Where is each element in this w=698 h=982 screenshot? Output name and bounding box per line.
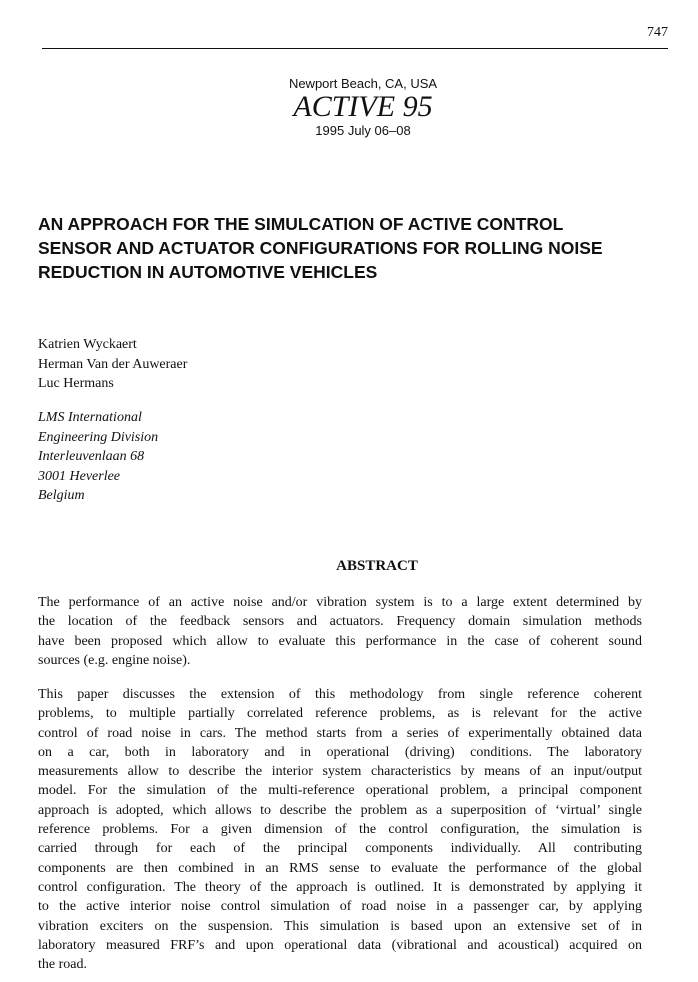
conference-name: ACTIVE 95 [293, 90, 433, 123]
affiliation-line: Engineering Division [38, 429, 159, 445]
paragraph-line: control configuration. The theory of the approach is outlined. It is demonstrated by applying it [38, 879, 642, 895]
author-list [38, 335, 187, 394]
paragraph-line: the road. [38, 957, 87, 973]
title-line: AN APPROACH FOR THE SIMULCATION OF ACTIVE CONTROL [38, 214, 564, 234]
abstract-paragraph-1 [38, 593, 642, 670]
paragraph-line: sources (e.g. engine noise). [38, 652, 191, 668]
paragraph-line: The performance of an active noise and/or vibration system is to a large extent determined by [38, 595, 642, 610]
paragraph-line: problems, to multiple partially correlated reference problems, as is relevant for the active [38, 706, 642, 722]
paragraph-line: components are then combined in an RMS sense to evaluate the performance of the global [38, 860, 642, 876]
paragraph-line: on a car, both in laboratory and in operational (driving) conditions. The laboratory [38, 744, 642, 760]
paragraph-line: to the active interior noise control simulation of road noise in a passenger car, by applying [38, 899, 642, 915]
affiliation-line: LMS International [38, 410, 142, 425]
affiliation-block [38, 408, 158, 506]
paragraph-line: vibration exciters on the suspension. This simulation is based upon an extensive set of in [38, 918, 642, 934]
conference-date: 1995 July 06–08 [315, 123, 411, 138]
header-rule [42, 48, 668, 49]
title-line: REDUCTION IN AUTOMOTIVE VEHICLES [38, 262, 378, 282]
conference-block [0, 76, 698, 138]
page-number: 747 [647, 25, 668, 40]
paragraph-line: model. For the simulation of the multi-reference operational problem, a principal component [38, 783, 642, 799]
paragraph-line: laboratory measured FRF’s and upon operational data (vibrational and acoustical) acquired on [38, 937, 642, 953]
paragraph-line: approach is adopted, which allows to describe the problem as a superposition of ‘virtual’ single [38, 802, 642, 818]
affiliation-line: 3001 Heverlee [38, 468, 121, 484]
author-name: Luc Hermans [38, 376, 114, 391]
author-name: Katrien Wyckaert [38, 337, 137, 352]
conference-location: Newport Beach, CA, USA [288, 76, 438, 91]
author-name: Herman Van der Auweraer [38, 356, 188, 372]
paragraph-line: This paper discusses the extension of this methodology from single reference coherent [38, 687, 642, 702]
affiliation-line: Interleuvenlaan 68 [38, 449, 145, 464]
paragraph-line: carried through for each of the principal components individually. All contributing [38, 841, 642, 857]
affiliation-line: Belgium [38, 488, 85, 503]
paragraph-line: measurements allow to describe the interior system characteristics by means of an input/output [38, 764, 642, 780]
paragraph-line: control of road noise in cars. The method starts from a series of experimentally obtained data [38, 725, 642, 741]
paragraph-line: reference problems. For a given dimension of the control configuration, the simulation is [38, 822, 642, 838]
abstract-paragraph-2 [38, 685, 642, 974]
title-line: SENSOR AND ACTUATOR CONFIGURATIONS FOR ROLLING NOISE [38, 238, 603, 258]
paragraph-line: have been proposed which allow to evaluate this performance in the case of coherent sound [38, 633, 642, 649]
paper-title [38, 212, 658, 284]
paragraph-line: the location of the feedback sensors and actuators. Frequency domain simulation methods [38, 614, 642, 630]
abstract-heading: ABSTRACT [336, 558, 418, 574]
